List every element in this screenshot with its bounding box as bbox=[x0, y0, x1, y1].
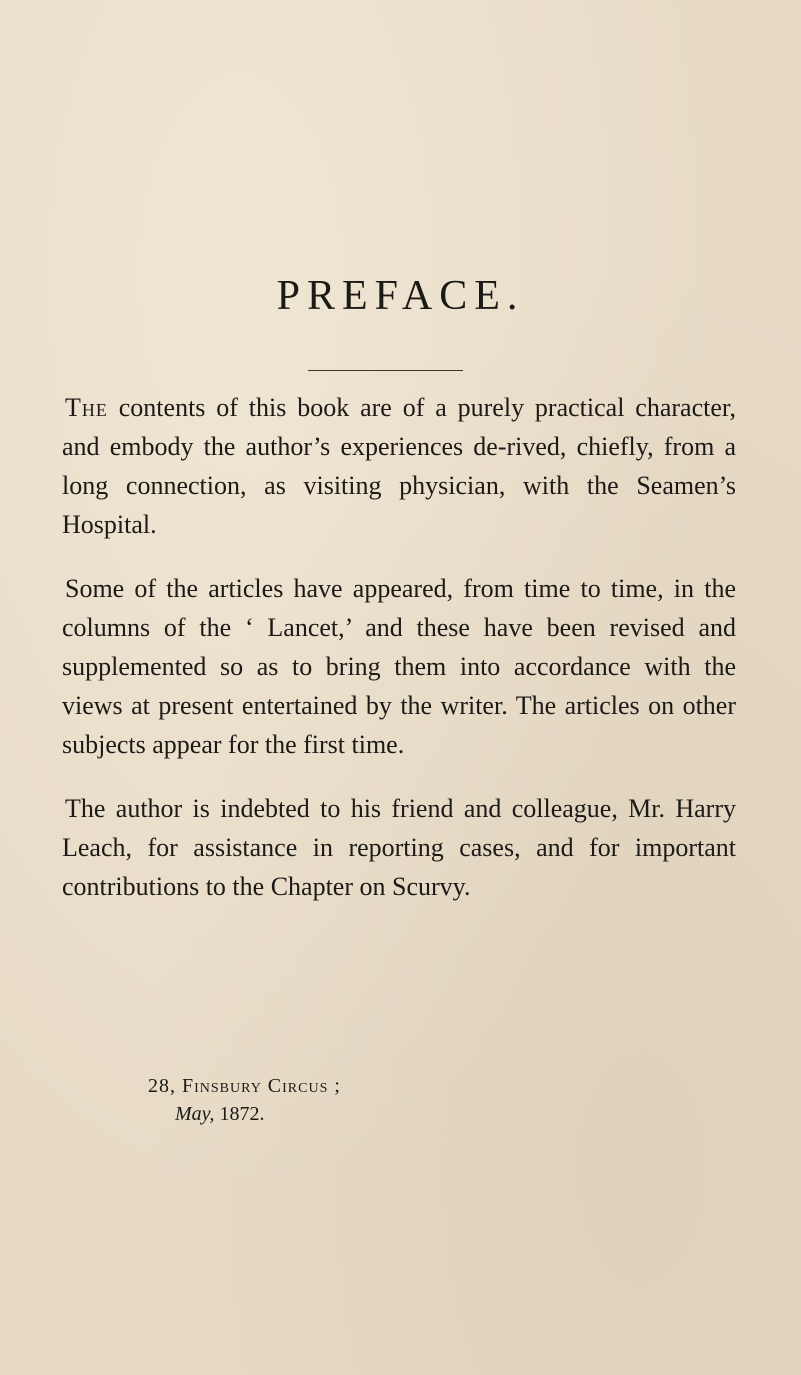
signoff bbox=[148, 1072, 341, 1128]
paragraph-text: contents of this book are of a purely practical character, and embody the author’s experiences de-rived, chiefly, from a long connection, as visiting physician, with the Seamen’s Hospital. bbox=[62, 393, 736, 539]
paragraph-2 bbox=[62, 569, 736, 764]
title-divider bbox=[308, 370, 463, 371]
signoff-year: 1872. bbox=[214, 1103, 265, 1125]
signoff-month: May, bbox=[175, 1103, 215, 1125]
preface-body bbox=[62, 388, 736, 931]
signoff-date bbox=[148, 1100, 341, 1128]
signoff-address: 28, Finsbury Circus ; bbox=[148, 1075, 341, 1097]
paragraph-text: Some of the articles have appeared, from time to time, in the columns of the ‘ Lancet,’ and these have been revised and supplemented so as to bring them into accordance with the views at present entertained by the writer. The articles on other subjects appear for the first time. bbox=[62, 574, 736, 759]
page-title: PREFACE. bbox=[276, 273, 525, 319]
paragraph-3 bbox=[62, 789, 736, 906]
paragraph-1 bbox=[62, 388, 736, 544]
paragraph-lead-word: The bbox=[65, 393, 108, 422]
paragraph-text: The author is indebted to his friend and colleague, Mr. Harry Leach, for assistance in reporting cases, and for important contributions to the Chapter on Scurvy. bbox=[62, 794, 736, 901]
